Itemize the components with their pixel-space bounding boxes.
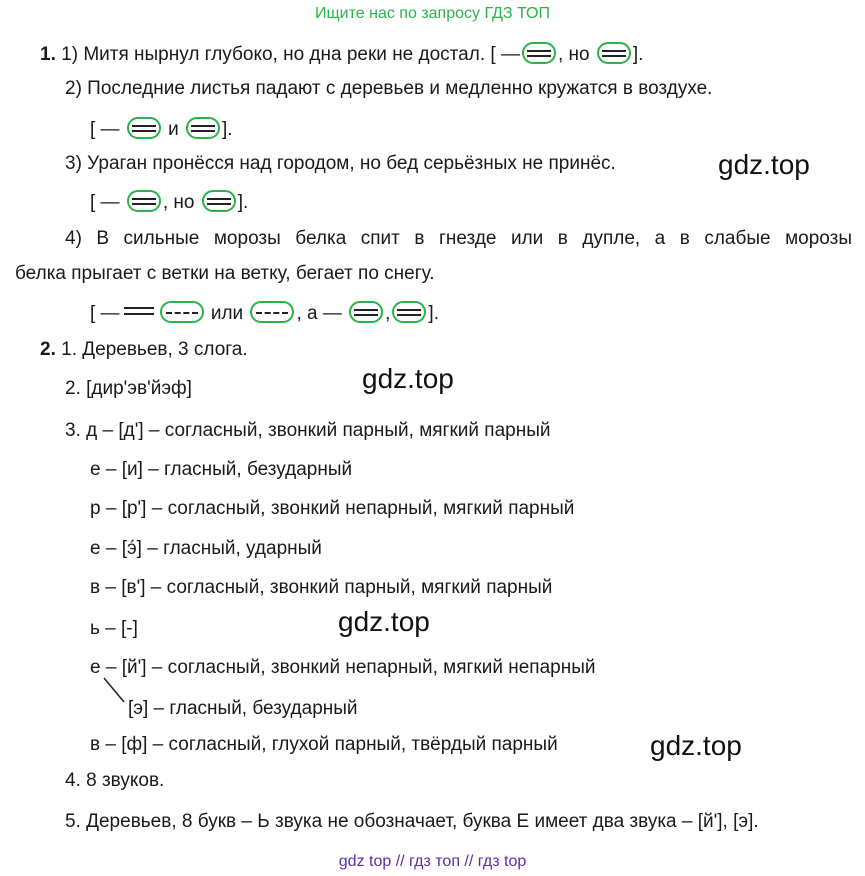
predicate-oval-icon bbox=[349, 301, 383, 323]
task2-item2: 2. [дир'эв'йэф] bbox=[65, 378, 192, 399]
subject-line-icon bbox=[124, 307, 154, 315]
phonetic-line: 3. д – [д'] – согласный, звонкий парный, мягкий парный bbox=[65, 420, 551, 441]
adverbial-oval-icon bbox=[160, 301, 204, 323]
predicate-oval-icon bbox=[127, 117, 161, 139]
s2-scheme: [ — и ]. bbox=[90, 119, 233, 140]
phonetic-line: [э] – гласный, безударный bbox=[128, 698, 358, 719]
predicate-oval-icon bbox=[522, 42, 556, 64]
watermark: gdz.top bbox=[362, 363, 454, 394]
predicate-oval-icon bbox=[186, 117, 220, 139]
phonetic-line: е – [й'] – согласный, звонкий непарный, мягкий непарный bbox=[90, 657, 596, 678]
task2-item4: 4. 8 звуков. bbox=[65, 770, 165, 791]
top-banner: Ищите нас по запросу ГДЗ ТОП bbox=[315, 5, 550, 22]
task1-sentence1 bbox=[40, 42, 643, 66]
task1-number: 1. bbox=[40, 44, 56, 65]
phonetic-line: р – [р'] – согласный, звонкий непарный, мягкий парный bbox=[90, 498, 575, 519]
task2-item5: 5. Деревьев, 8 букв – Ь звука не обозначает, буква Е имеет два звука – [й'], [э]. bbox=[65, 811, 759, 832]
phonetic-line: в – [ф] – согласный, глухой парный, твёрдый парный bbox=[90, 734, 558, 755]
phonetic-line: е – [э́] – гласный, ударный bbox=[90, 538, 322, 559]
predicate-oval-icon bbox=[202, 190, 236, 212]
s3-text: 3) Ураган пронёсся над городом, но бед серьёзных не принёс. bbox=[65, 153, 616, 174]
watermark: gdz.top bbox=[338, 606, 430, 637]
task2-item1: 2. 1. Деревьев, 3 слога. bbox=[40, 339, 248, 360]
predicate-oval-icon bbox=[392, 301, 426, 323]
phonetic-line: е – [и] – гласный, безударный bbox=[90, 459, 353, 480]
footer: gdz top // гдз топ // гдз top bbox=[338, 853, 527, 870]
adverbial-oval-icon bbox=[250, 301, 294, 323]
s4-text-line1: 4) В сильные морозы белка спит в гнезде или в дупле, а в слабые морозы bbox=[65, 228, 852, 249]
s3-scheme: [ — , но ]. bbox=[90, 192, 249, 213]
s4-scheme: [ — или , а — , ]. bbox=[90, 303, 439, 324]
s4-text-line2: белка прыгает с ветки на ветку, бегает по снегу. bbox=[15, 263, 435, 284]
split-sound-line-icon bbox=[100, 676, 130, 704]
phonetic-line: ь – [-] bbox=[90, 618, 138, 639]
task2-number: 2. bbox=[40, 339, 56, 360]
predicate-oval-icon bbox=[597, 42, 631, 64]
watermark: gdz.top bbox=[718, 149, 810, 180]
phonetic-line: в – [в'] – согласный, звонкий парный, мягкий парный bbox=[90, 577, 553, 598]
predicate-oval-icon bbox=[127, 190, 161, 212]
watermark: gdz.top bbox=[650, 730, 742, 761]
s1-scheme: [ — , но ]. bbox=[490, 44, 644, 65]
s2-text: 2) Последние листья падают с деревьев и медленно кружатся в воздухе. bbox=[65, 78, 713, 99]
s1-text: 1) Митя нырнул глубоко, но дна реки не достал. bbox=[61, 44, 486, 65]
